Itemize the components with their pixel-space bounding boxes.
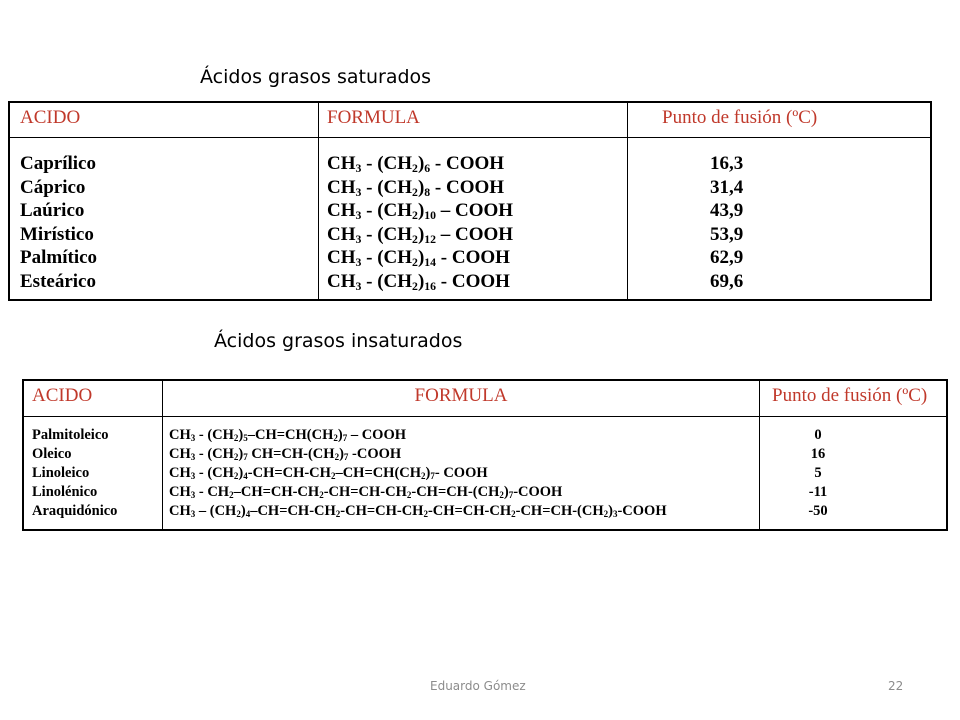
saturated-melting-points-column bbox=[628, 152, 930, 293]
acid-name: Esteárico bbox=[20, 270, 96, 292]
formula-text: -COOH bbox=[513, 484, 563, 500]
formula-text: – COOH bbox=[347, 427, 407, 443]
formula-text: ) bbox=[238, 465, 244, 481]
acid-formula bbox=[169, 464, 759, 483]
formula-text: CH bbox=[169, 446, 191, 462]
unsaturated-header-melting-point: Punto de fusión (ºC) bbox=[772, 385, 928, 406]
saturated-header-formula: FORMULA bbox=[327, 107, 420, 128]
formula-subscript: 7 bbox=[508, 490, 514, 501]
formula-text: - COOH bbox=[436, 270, 510, 292]
acid-name: Palmitoleico bbox=[32, 427, 109, 443]
melting-point-value: 69,6 bbox=[710, 270, 744, 292]
formula-subscript: 2 bbox=[233, 433, 239, 444]
unsaturated-formulas-column bbox=[163, 426, 759, 521]
acid-name: Cáprico bbox=[20, 176, 86, 198]
formula-subscript: 3 bbox=[190, 433, 196, 444]
melting-point-value: 43,9 bbox=[710, 200, 744, 221]
formula-text: - (CH bbox=[361, 247, 413, 268]
formula-subscript: 2 bbox=[412, 161, 418, 175]
formula-subscript: 3 bbox=[190, 471, 196, 482]
formula-subscript: 2 bbox=[423, 509, 428, 520]
formula-text: - COOH bbox=[436, 247, 510, 268]
formula-subscript: 16 bbox=[424, 279, 437, 293]
saturated-header-acido: ACIDO bbox=[20, 107, 81, 128]
formula-text: -CH=CH-CH bbox=[323, 484, 407, 500]
formula-subscript: 2 bbox=[412, 255, 418, 269]
formula-text: ) bbox=[417, 153, 425, 174]
acid-formula bbox=[327, 223, 627, 247]
saturated-header-row bbox=[9, 102, 931, 138]
unsaturated-names-column bbox=[24, 426, 162, 521]
formula-text: –CH=CH-CH bbox=[250, 503, 336, 519]
formula-text: –CH=CH(CH bbox=[247, 427, 334, 443]
saturated-formulas-column bbox=[319, 152, 627, 293]
formula-subscript: 3 bbox=[190, 452, 196, 463]
acid-formula bbox=[327, 176, 627, 200]
acid-name: Palmítico bbox=[20, 247, 98, 268]
melting-point-value: 16 bbox=[810, 446, 826, 462]
formula-subscript: 14 bbox=[424, 255, 437, 269]
formula-text: - (CH bbox=[361, 270, 413, 292]
acid-formula bbox=[169, 502, 759, 521]
formula-subscript: 2 bbox=[233, 471, 239, 482]
formula-text: CH bbox=[327, 176, 356, 198]
formula-text: ) bbox=[238, 446, 244, 462]
formula-subscript: 2 bbox=[412, 185, 418, 199]
formula-text: – COOH bbox=[436, 200, 514, 221]
saturated-header-melting-point: Punto de fusión (ºC) bbox=[662, 107, 818, 128]
formula-text: – (CH bbox=[195, 503, 237, 519]
formula-text: ) bbox=[425, 465, 431, 481]
formula-text: CH bbox=[169, 503, 191, 519]
melting-point-value: 0 bbox=[814, 427, 822, 443]
formula-subscript: 2 bbox=[412, 232, 418, 246]
acid-name: Caprílico bbox=[20, 153, 96, 174]
formula-text: -COOH bbox=[617, 503, 667, 519]
formula-subscript: 7 bbox=[342, 433, 348, 444]
formula-text: CH bbox=[327, 153, 356, 174]
acid-name: Linolénico bbox=[32, 484, 98, 500]
formula-subscript: 3 bbox=[355, 161, 362, 175]
unsaturated-body-row bbox=[23, 417, 947, 531]
formula-text: ) bbox=[417, 176, 425, 198]
formula-text: - (CH bbox=[195, 465, 234, 481]
acid-formula bbox=[169, 426, 759, 445]
saturated-names-column bbox=[10, 152, 318, 293]
acid-name: Oleico bbox=[32, 446, 72, 462]
formula-subscript: 7 bbox=[343, 452, 349, 463]
formula-subscript: 2 bbox=[421, 471, 426, 482]
formula-text: - (CH bbox=[361, 176, 413, 198]
formula-text: ) bbox=[240, 503, 246, 519]
formula-subscript: 8 bbox=[424, 185, 431, 199]
formula-subscript: 2 bbox=[233, 452, 239, 463]
acid-formula bbox=[327, 246, 627, 270]
formula-text: CH bbox=[327, 200, 356, 221]
formula-text: CH bbox=[327, 223, 356, 245]
formula-subscript: 2 bbox=[406, 490, 412, 501]
formula-text: CH bbox=[327, 270, 356, 292]
acid-name: Araquidónico bbox=[32, 503, 118, 519]
formula-subscript: 3 bbox=[190, 490, 196, 501]
formula-text: - (CH bbox=[361, 153, 413, 174]
formula-subscript: 3 bbox=[355, 208, 362, 222]
formula-text: -CH=CH-(CH bbox=[515, 503, 604, 519]
unsaturated-melting-points-column bbox=[760, 426, 946, 521]
formula-text: -COOH bbox=[348, 446, 402, 462]
formula-subscript: 4 bbox=[245, 509, 251, 520]
formula-text: ) bbox=[608, 503, 613, 519]
formula-subscript: 2 bbox=[319, 490, 324, 501]
formula-subscript: 2 bbox=[412, 208, 418, 222]
acid-formula bbox=[169, 445, 759, 464]
formula-subscript: 7 bbox=[243, 452, 248, 463]
melting-point-value: -50 bbox=[808, 503, 828, 519]
melting-point-value: 53,9 bbox=[710, 223, 744, 245]
formula-text: ) bbox=[339, 446, 344, 462]
formula-subscript: 3 bbox=[355, 255, 362, 269]
unsaturated-title: Ácidos grasos insaturados bbox=[214, 330, 463, 352]
formula-text: -CH=CH-(CH bbox=[411, 484, 500, 500]
formula-text: ) bbox=[503, 484, 509, 500]
formula-subscript: 2 bbox=[499, 490, 504, 501]
formula-text: - COOH bbox=[430, 176, 505, 198]
slide-number: 22 bbox=[888, 679, 904, 693]
formula-text: ) bbox=[417, 270, 425, 292]
formula-text: ) bbox=[238, 427, 244, 443]
formula-subscript: 6 bbox=[424, 161, 431, 175]
formula-text: CH bbox=[169, 484, 191, 500]
formula-text: -CH=CH-CH bbox=[427, 503, 512, 519]
formula-subscript: 12 bbox=[424, 232, 437, 246]
unsaturated-table bbox=[22, 379, 948, 531]
formula-subscript: 3 bbox=[355, 279, 362, 293]
formula-text: - COOH bbox=[434, 465, 488, 481]
unsaturated-header-acido: ACIDO bbox=[32, 385, 93, 406]
formula-text: –CH=CH-CH bbox=[233, 484, 320, 500]
acid-formula bbox=[169, 483, 759, 502]
formula-subscript: 2 bbox=[603, 509, 609, 520]
acid-name: Linoleico bbox=[32, 465, 90, 481]
formula-text: CH bbox=[169, 465, 191, 481]
formula-text: ) bbox=[417, 247, 425, 268]
formula-subscript: 2 bbox=[412, 279, 418, 293]
unsaturated-header-formula: FORMULA bbox=[414, 385, 508, 406]
melting-point-value: 31,4 bbox=[710, 176, 744, 198]
formula-subscript: 3 bbox=[612, 509, 618, 520]
formula-subscript: 2 bbox=[334, 452, 340, 463]
formula-text: ) bbox=[417, 200, 425, 221]
footer-author: Eduardo Gómez bbox=[430, 679, 526, 693]
formula-subscript: 3 bbox=[190, 509, 196, 520]
acid-formula bbox=[327, 270, 627, 294]
formula-text: - (CH bbox=[361, 223, 413, 245]
acid-name: Mirístico bbox=[20, 223, 94, 245]
formula-subscript: 2 bbox=[330, 471, 336, 482]
formula-text: - (CH bbox=[195, 446, 234, 462]
formula-subscript: 3 bbox=[355, 232, 362, 246]
acid-name: Laúrico bbox=[20, 200, 85, 221]
melting-point-value: -11 bbox=[808, 484, 828, 500]
saturated-body-row bbox=[9, 138, 931, 301]
formula-text: CH bbox=[169, 427, 191, 443]
formula-subscript: 4 bbox=[243, 471, 248, 482]
formula-text: – COOH bbox=[436, 223, 514, 245]
formula-subscript: 2 bbox=[236, 509, 241, 520]
saturated-table bbox=[8, 101, 932, 301]
melting-point-value: 62,9 bbox=[710, 247, 744, 268]
formula-subscript: 2 bbox=[229, 490, 234, 501]
melting-point-value: 16,3 bbox=[710, 153, 744, 174]
formula-text: -CH=CH-CH bbox=[340, 503, 424, 519]
formula-subscript: 5 bbox=[243, 433, 248, 444]
formula-subscript: 10 bbox=[424, 208, 437, 222]
formula-text: -CH=CH-CH bbox=[247, 465, 331, 481]
melting-point-value: 5 bbox=[814, 465, 822, 481]
formula-subscript: 7 bbox=[430, 471, 435, 482]
formula-text: CH bbox=[327, 247, 356, 268]
formula-subscript: 3 bbox=[355, 185, 362, 199]
formula-subscript: 2 bbox=[333, 433, 338, 444]
formula-subscript: 2 bbox=[511, 509, 516, 520]
acid-formula bbox=[327, 199, 627, 223]
formula-text: –CH=CH(CH bbox=[335, 465, 422, 481]
formula-text: - CH bbox=[195, 484, 230, 500]
saturated-title: Ácidos grasos saturados bbox=[200, 66, 432, 88]
formula-text: CH=CH-(CH bbox=[247, 446, 335, 462]
formula-text: ) bbox=[337, 427, 343, 443]
formula-text: - COOH bbox=[430, 153, 505, 174]
unsaturated-header-row bbox=[23, 380, 947, 417]
formula-subscript: 2 bbox=[335, 509, 341, 520]
acid-formula bbox=[327, 152, 627, 176]
formula-text: - (CH bbox=[361, 200, 413, 221]
formula-text: ) bbox=[417, 223, 425, 245]
formula-text: - (CH bbox=[195, 427, 234, 443]
